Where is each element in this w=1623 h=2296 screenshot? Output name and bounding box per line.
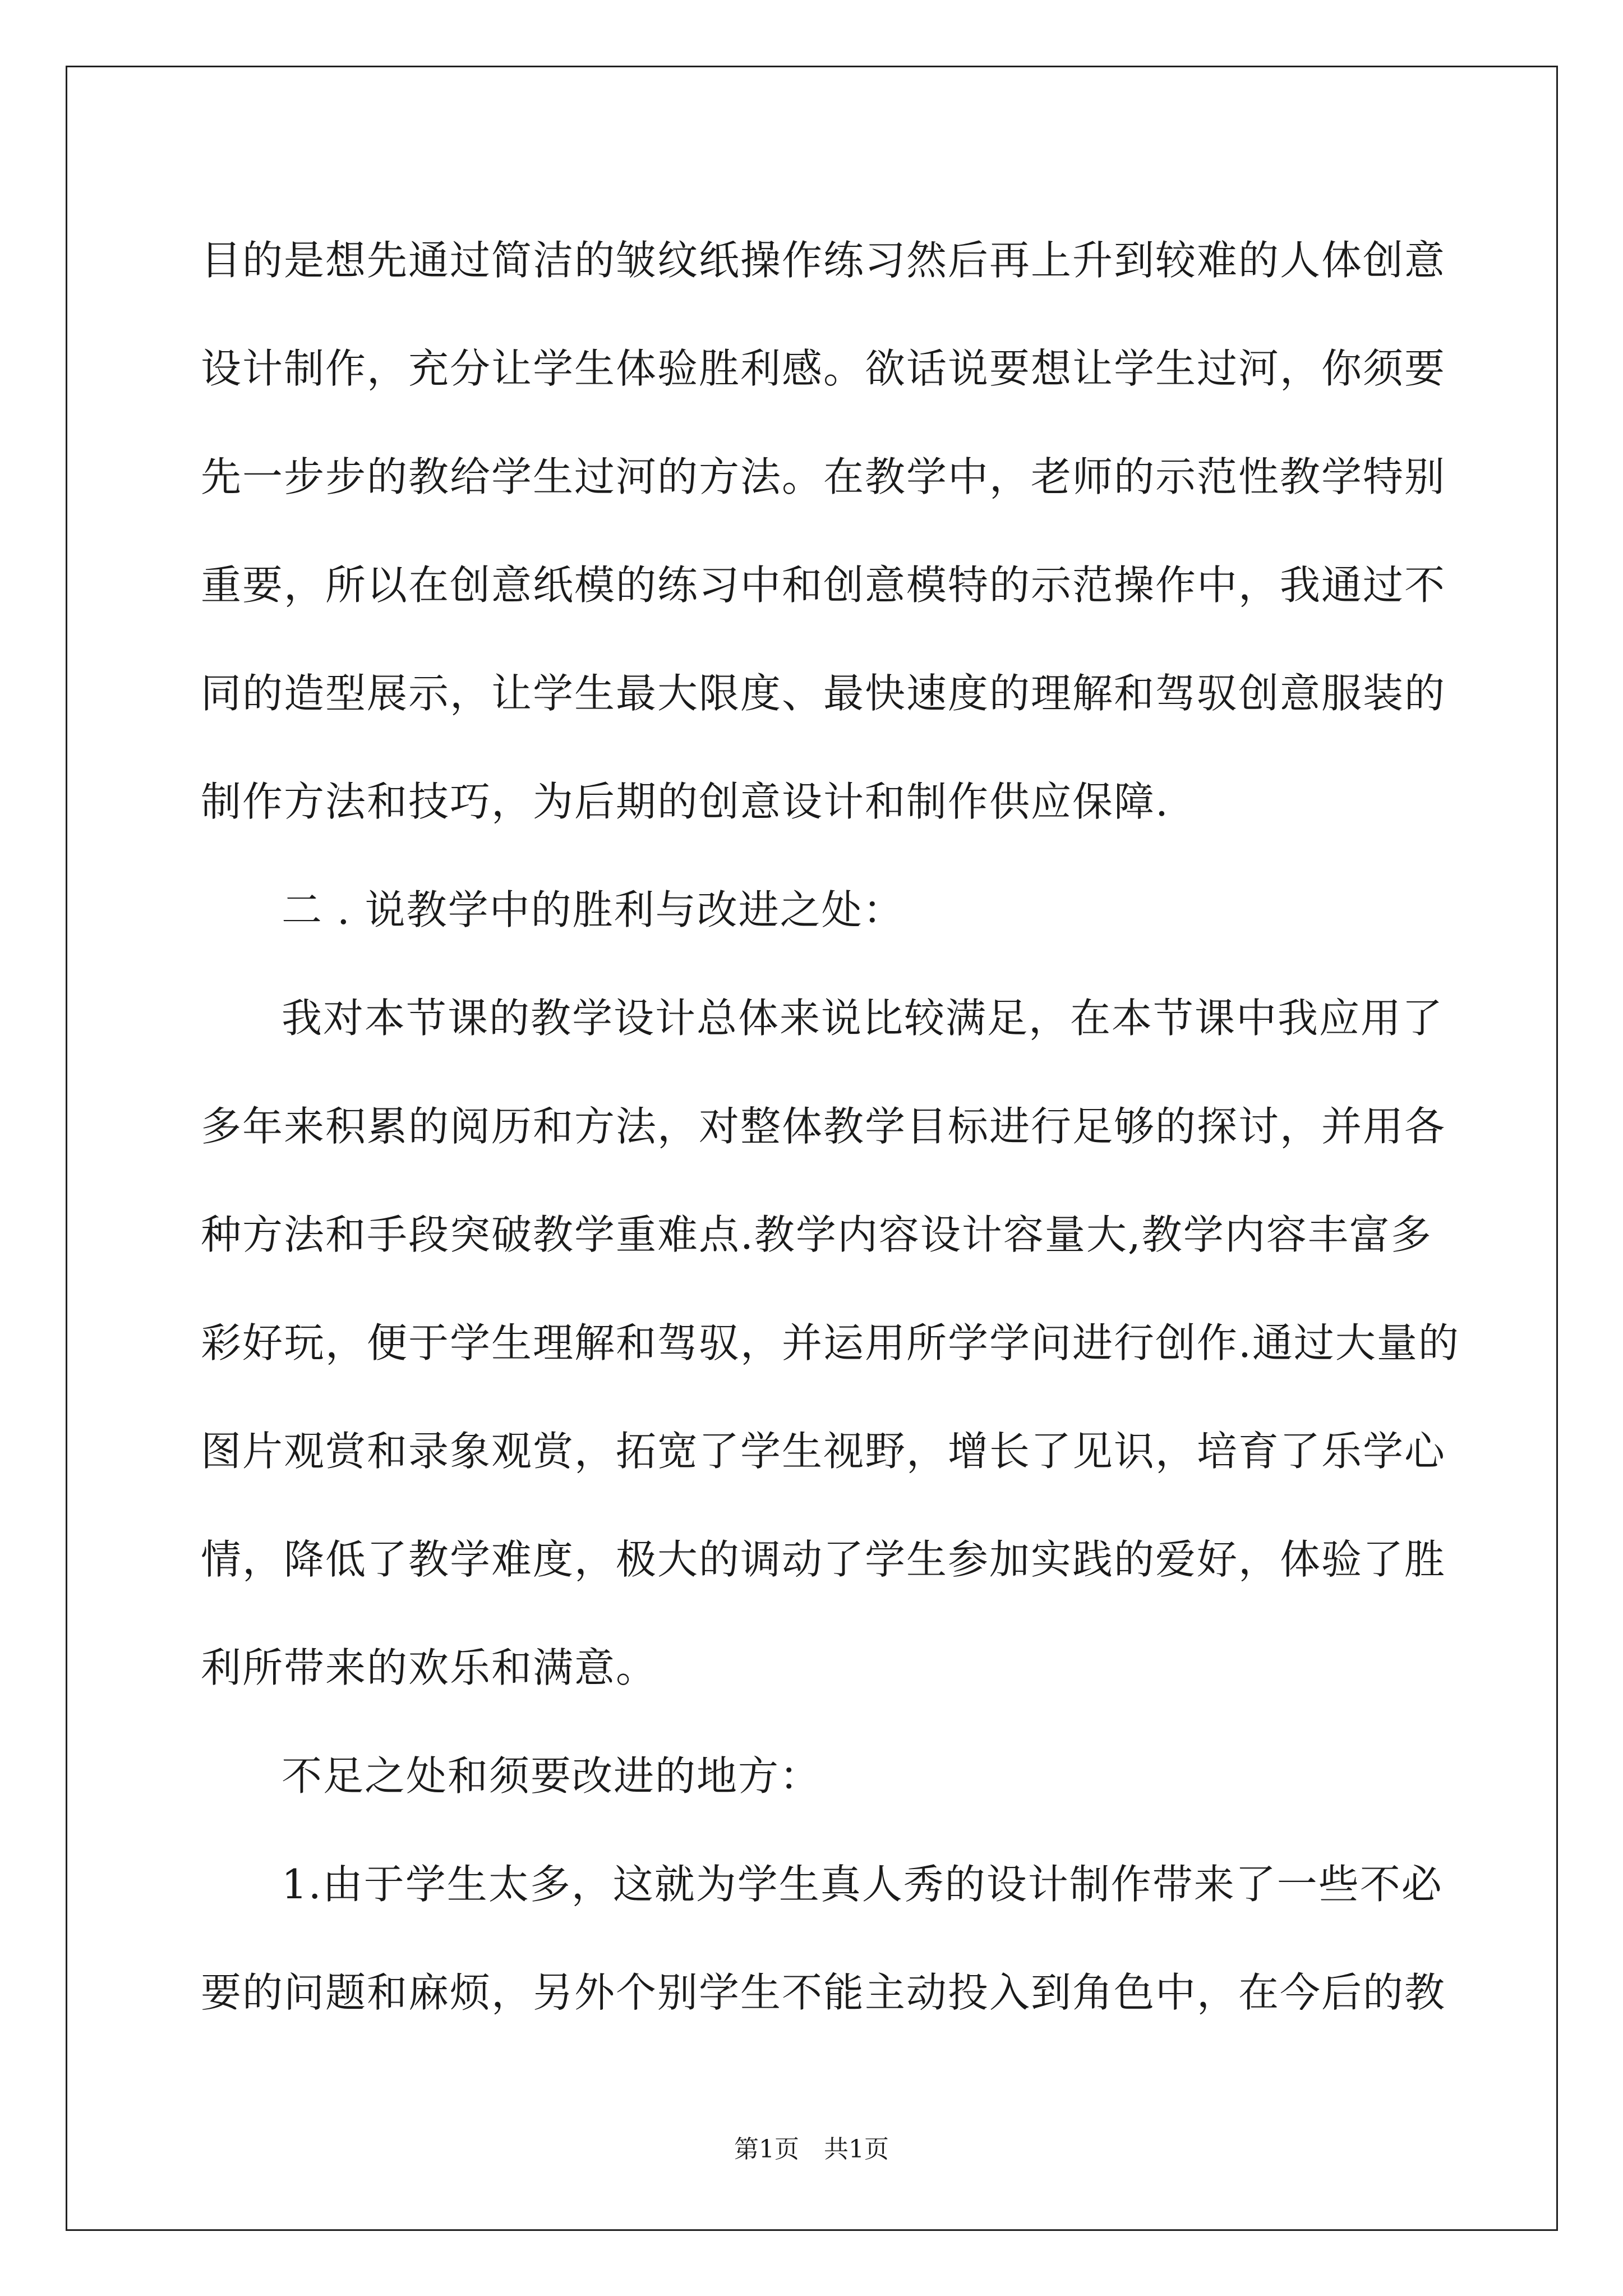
paragraph-line: 彩好玩，便于学生理解和驾驭，并运用所学学问进行创作.通过大量的 [201,1319,1460,1366]
paragraph-line: 重要，所以在创意纸模的练习中和创意模特的示范操作中，我通过不 [201,562,1446,609]
list-item-line: 1.由于学生太多，这就为学生真人秀的设计制作带来了一些不必 [282,1861,1443,1908]
list-item-line: 要的问题和麻烦，另外个别学生不能主动投入到角色中，在今后的教 [201,1969,1446,2016]
paragraph-line: 目的是想先通过简洁的皱纹纸操作练习然后再上升到较难的人体创意 [201,237,1446,284]
section-heading: 二 . 说教学中的胜利与改进之处： [282,886,905,933]
paragraph-line: 设计制作，充分让学生体验胜利感。欲话说要想让学生过河，你须要 [201,345,1446,392]
section-heading: 不足之处和须要改进的地方： [282,1752,822,1800]
page-footer: 第1页 共1页 [734,2135,889,2164]
paragraph-line: 同的造型展示，让学生最大限度、最快速度的理解和驾驭创意服装的 [201,670,1446,717]
paragraph-line: 种方法和手段突破教学重难点.教学内容设计容量大,教学内容丰富多 [201,1211,1432,1258]
paragraph-line: 图片观赏和录象观赏，拓宽了学生视野，增长了见识，培育了乐学心 [201,1428,1446,1475]
paragraph-line: 先一步步的教给学生过河的方法。在教学中，老师的示范性教学特别 [201,453,1446,500]
document-body [201,206,1460,2047]
paragraph-line: 利所带来的欢乐和满意。 [201,1644,658,1691]
paragraph-line: 制作方法和技巧，为后期的创意设计和制作供应保障. [201,778,1169,825]
paragraph-line: 情，降低了教学难度，极大的调动了学生参加实践的爱好，体验了胜 [201,1536,1446,1583]
paragraph-line: 我对本节课的教学设计总体来说比较满足，在本节课中我应用了 [282,995,1444,1042]
paragraph-line: 多年来积累的阅历和方法，对整体教学目标进行足够的探讨，并用各 [201,1103,1446,1150]
